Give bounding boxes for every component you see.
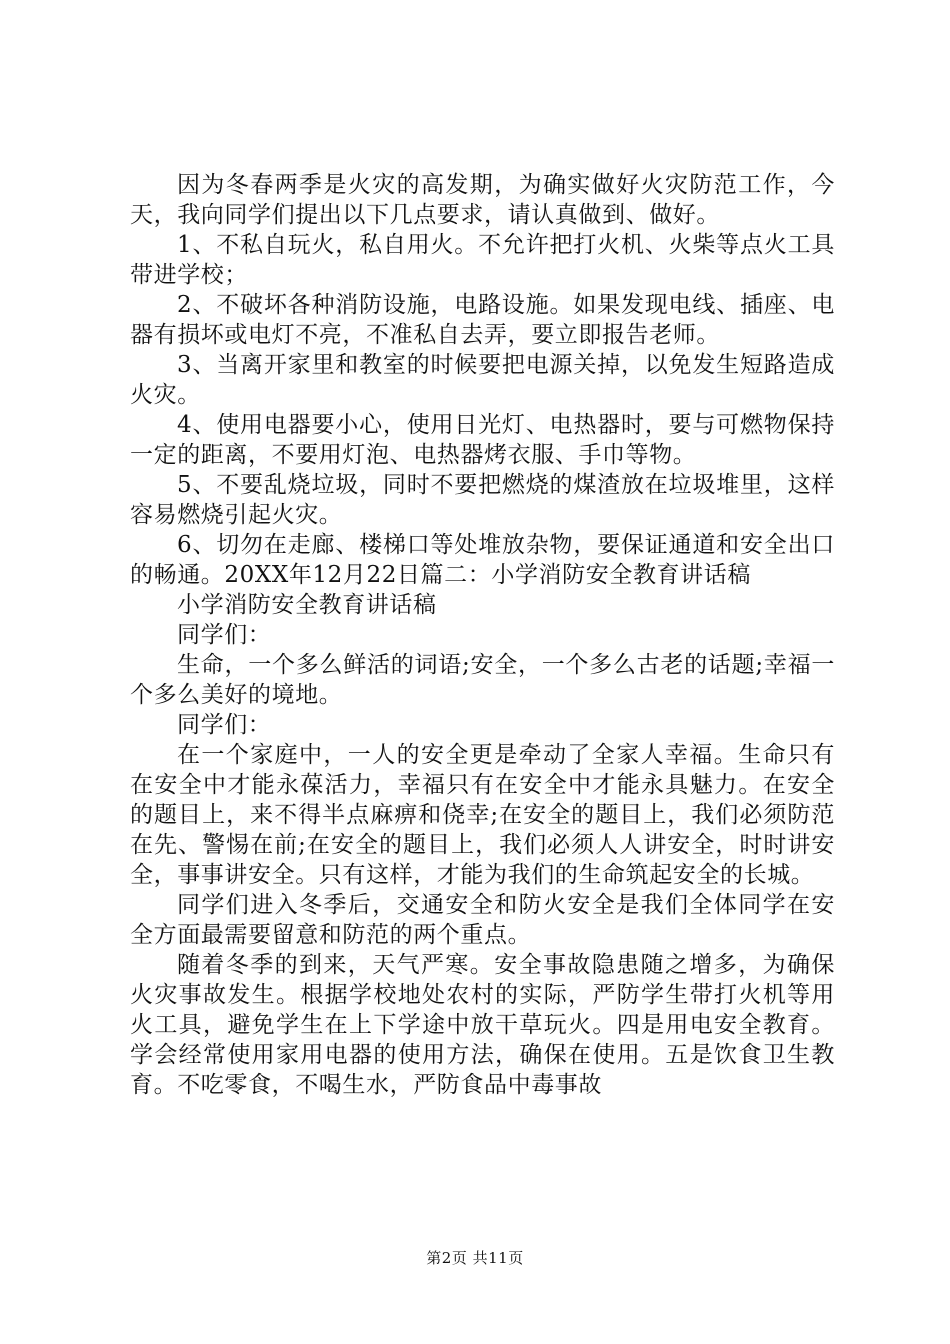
- paragraph-winter-focus: 同学们进入冬季后，交通安全和防火安全是我们全体同学在安全方面最需要留意和防范的两个重点。: [130, 892, 835, 948]
- document-body: [130, 170, 835, 1100]
- greeting: 同学们：: [177, 622, 272, 648]
- paragraph-rule-6: 6、切勿在走廊、楼梯口等处堆放杂物，要保证通道和安全出口的畅通。20XX年12月22日篇二：小学消防安全教育讲话稿: [130, 532, 835, 588]
- section-title: 小学消防安全教育讲话稿: [177, 592, 437, 618]
- paragraph-fire-season-intro: 因为冬春两季是火灾的高发期，为确实做好火灾防范工作，今天，我向同学们提出以下几点要求，请认真做到、做好。: [130, 172, 835, 228]
- paragraph-rule-5: 5、不要乱烧垃圾，同时不要把燃烧的煤渣放在垃圾堆里，这样容易燃烧引起火灾。: [130, 472, 835, 528]
- paragraph-life-safety: 生命，一个多么鲜活的词语;安全，一个多么古老的话题;幸福一个多么美好的境地。: [130, 652, 835, 708]
- greeting-repeat: 同学们：: [177, 712, 272, 738]
- paragraph-rule-3: 3、当离开家里和教室的时候要把电源关掉，以免发生短路造成火灾。: [130, 352, 835, 408]
- paragraph-family-safety: 在一个家庭中，一人的安全更是牵动了全家人幸福。生命只有在安全中才能永葆活力，幸福只有在安全中才能永具魅力。在安全的题目上，来不得半点麻痹和侥幸;在安全的题目上，我们必须防范在先、警惕在前;在安全的题目上，我们必须人人讲安全，时时讲安全，事事讲安全。只有这样，才能为我们的生命筑起安全的长城。: [130, 742, 835, 888]
- paragraph-winter-measures: 随着冬季的到来，天气严寒。安全事故隐患随之增多，为确保火灾事故发生。根据学校地处农村的实际，严防学生带打火机等用火工具，避免学生在上下学途中放干草玩火。四是用电安全教育。学会经常使用家用电器的使用方法，确保在使用。五是饮食卫生教育。不吃零食，不喝生水，严防食品中毒事故: [130, 952, 835, 1098]
- paragraph-rule-1: 1、不私自玩火，私自用火。不允许把打火机、火柴等点火工具带进学校；: [130, 232, 835, 288]
- page-number-footer: 第2页 共11页: [426, 1249, 524, 1267]
- paragraph-rule-2: 2、不破坏各种消防设施，电路设施。如果发现电线、插座、电器有损坏或电灯不亮，不准私自去弄，要立即报告老师。: [130, 292, 835, 348]
- paragraph-rule-4: 4、使用电器要小心，使用日光灯、电热器时，要与可燃物保持一定的距离，不要用灯泡、电热器烤衣服、手巾等物。: [130, 412, 835, 468]
